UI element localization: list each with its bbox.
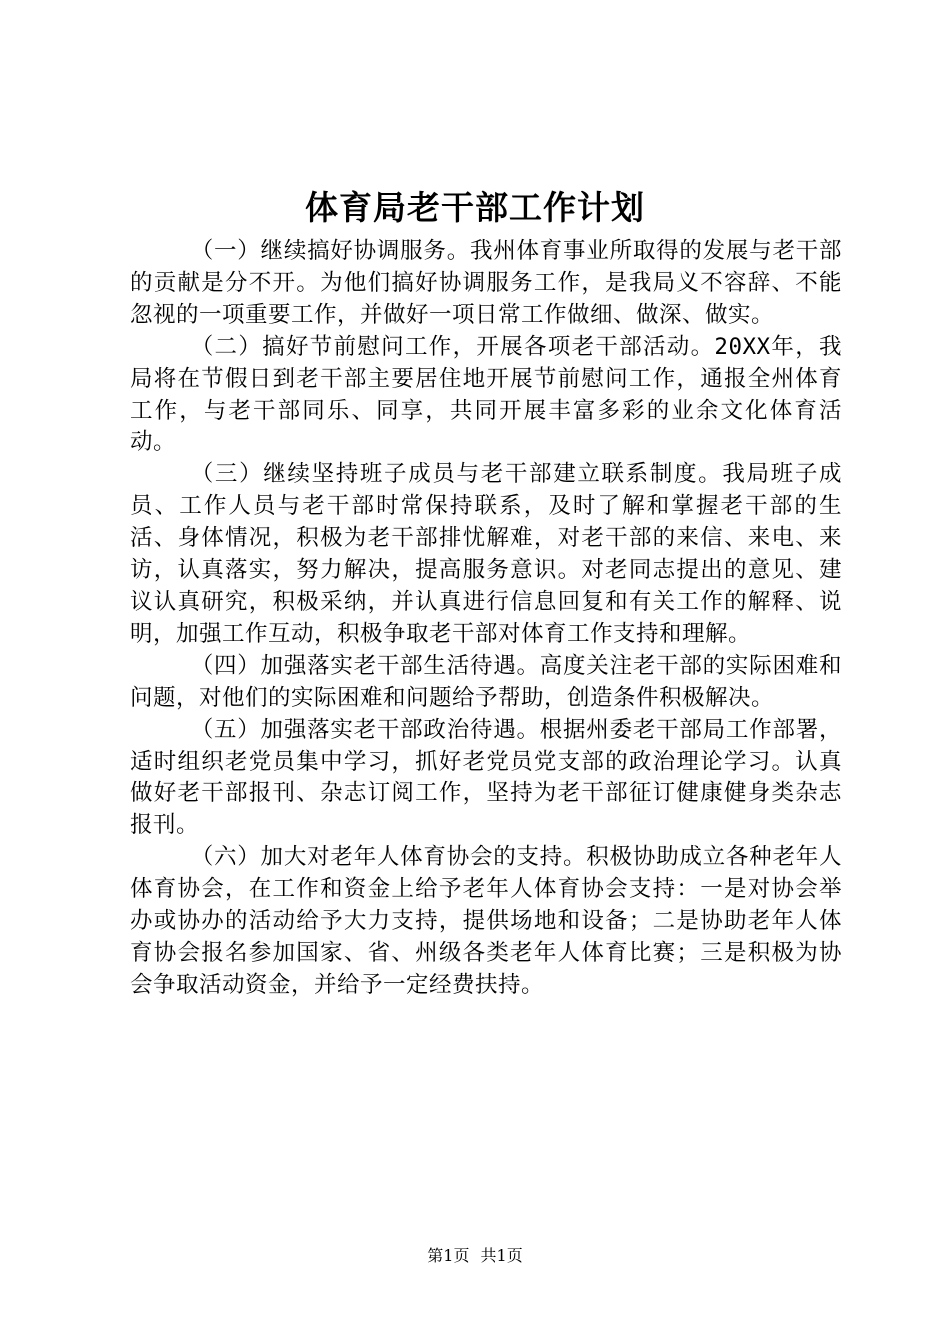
- paragraph-6: （六）加大对老年人体育协会的支持。积极协助成立各种老年人体育协会，在工作和资金上给予老年人体育协会支持：一是对协会举办或协办的活动给予大力支持，提供场地和设备；二是协助老年人体育协会报名参加国家、省、州级各类老年人体育比赛；三是积极为协会争取活动资金，并给予一定经费扶持。: [130, 844, 842, 998]
- page-footer: [0, 1244, 950, 1268]
- paragraph-4: （四）加强落实老干部生活待遇。高度关注老干部的实际困难和问题，对他们的实际困难和问题给予帮助，创造条件积极解决。: [130, 652, 842, 711]
- page-total: 共1页: [480, 1246, 523, 1265]
- paragraph-2: （二）搞好节前慰问工作，开展各项老干部活动。20XX年，我局将在节假日到老干部主要居住地开展节前慰问工作，通报全州体育工作，与老干部同乐、同享，共同开展丰富多彩的业余文化体育活动。: [130, 333, 842, 456]
- paragraph-1: （一）继续搞好协调服务。我州体育事业所取得的发展与老干部的贡献是分不开。为他们搞好协调服务工作，是我局义不容辞、不能忽视的一项重要工作，并做好一项日常工作做细、做深、做实。: [130, 238, 842, 328]
- paragraph-3: （三）继续坚持班子成员与老干部建立联系制度。我局班子成员、工作人员与老干部时常保持联系，及时了解和掌握老干部的生活、身体情况，积极为老干部排忧解难，对老干部的来信、来电、来访，认真落实，努力解决，提高服务意识。对老同志提出的意见、建议认真研究，积极采纳，并认真进行信息回复和有关工作的解释、说明，加强工作互动，积极争取老干部对体育工作支持和理解。: [130, 461, 842, 647]
- page-number: 第1页: [427, 1246, 470, 1265]
- document-title: 体育局老干部工作计划: [305, 188, 645, 227]
- document-body: [130, 236, 842, 1002]
- paragraph-5: （五）加强落实老干部政治待遇。根据州委老干部局工作部署，适时组织老党员集中学习，抓好老党员党支部的政治理论学习。认真做好老干部报刊、杂志订阅工作，坚持为老干部征订健康健身类杂志报刊。: [130, 716, 842, 839]
